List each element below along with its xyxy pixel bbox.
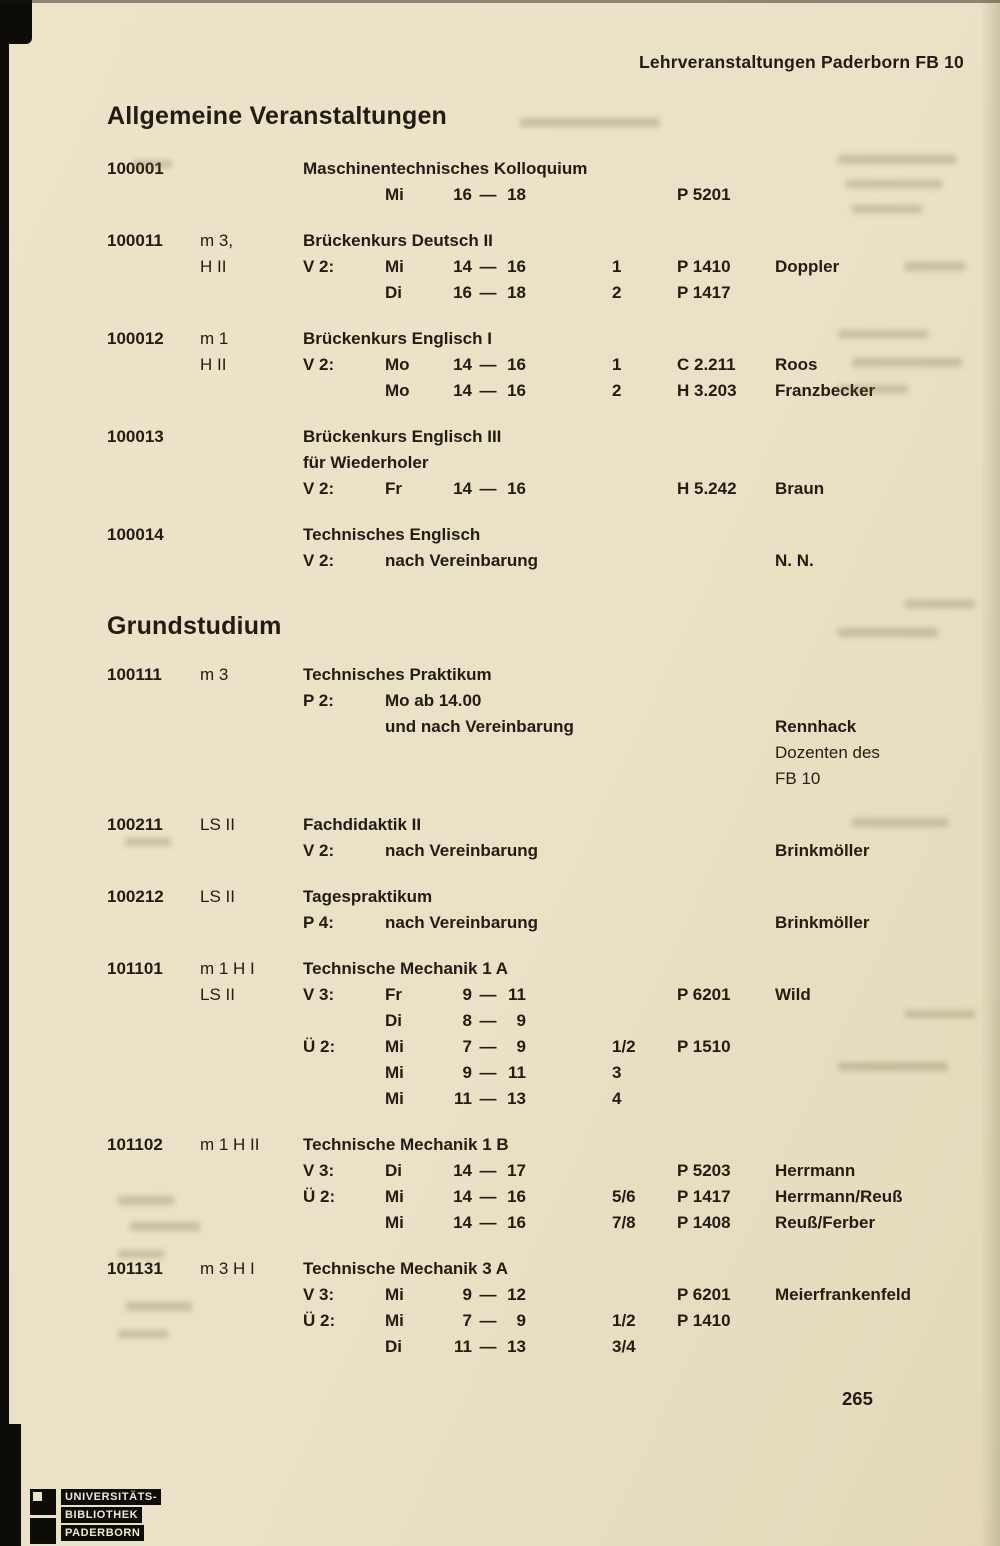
schedule-row — [107, 1184, 975, 1210]
schedule-row — [107, 1158, 975, 1184]
lecturer-name: Brinkmöller — [775, 841, 870, 860]
course-entry — [107, 956, 975, 1112]
schedule-time: 14 — 16 — [453, 479, 526, 498]
schedule-room: P 1410 — [677, 1311, 731, 1330]
course-title: Technisches Englisch — [303, 525, 481, 544]
section-heading: Allgemeine Veranstaltungen — [107, 102, 448, 130]
schedule-time: 8 — 9 — [462, 1011, 526, 1030]
library-logo-icon — [30, 1489, 56, 1544]
schedule-row — [107, 378, 975, 404]
course-id: 100011 — [107, 231, 163, 250]
schedule-day: Mo — [385, 381, 410, 400]
schedule-day: Di — [385, 1337, 402, 1356]
schedule-group: 1 — [612, 355, 622, 374]
schedule-type: P 4: — [303, 913, 334, 932]
schedule-row — [107, 1086, 975, 1112]
schedule-type: Ü 2: — [303, 1187, 336, 1206]
schedule-time: 9 — 12 — [462, 1285, 526, 1304]
schedule-day: Fr — [385, 985, 402, 1004]
schedule-row — [107, 956, 975, 982]
schedule-day: Fr — [385, 479, 402, 498]
schedule-row — [107, 884, 975, 910]
schedule-row — [107, 548, 975, 574]
schedule-room: P 1417 — [677, 283, 731, 302]
schedule-day: Mo — [385, 355, 410, 374]
schedule-type: V 2: — [303, 551, 335, 570]
course-id: 101131 — [107, 1259, 163, 1278]
schedule-row — [107, 424, 975, 450]
course-id: 100012 — [107, 329, 164, 348]
schedule-row — [107, 182, 975, 208]
schedule-time: 14 — 16 — [453, 1213, 526, 1232]
scan-corner-bottom-left — [0, 1424, 21, 1546]
schedule-room: P 1408 — [677, 1213, 731, 1232]
scan-edge-top — [0, 0, 1000, 3]
course-title: Brückenkurs Englisch III — [303, 427, 502, 446]
schedule-time: 14 — 16 — [453, 381, 526, 400]
schedule-type: P 2: — [303, 691, 334, 710]
course-qualifier: m 1 — [200, 329, 229, 348]
course-entry — [107, 1132, 975, 1236]
schedule-row — [107, 688, 975, 714]
schedule-row — [107, 1210, 975, 1236]
schedule-room: P 1410 — [677, 257, 731, 276]
course-qualifier: LS II — [200, 985, 235, 1004]
schedule-row — [107, 1060, 975, 1086]
lecturer-name: Herrmann/Reuß — [775, 1187, 903, 1206]
schedule-time: 14 — 17 — [453, 1161, 526, 1180]
course-qualifier: m 3 — [200, 665, 229, 684]
schedule-day: Mi — [385, 185, 404, 204]
catalog-section — [107, 610, 975, 1360]
schedule-room: P 6201 — [677, 985, 731, 1004]
schedule-time: 9 — 11 — [462, 1063, 526, 1082]
schedule-row — [107, 662, 975, 688]
course-qualifier: H II — [200, 257, 227, 276]
schedule-type: V 2: — [303, 257, 335, 276]
schedule-room: P 1510 — [677, 1037, 731, 1056]
course-id: 100211 — [107, 815, 163, 834]
schedule-group: 1/2 — [612, 1311, 636, 1330]
schedule-day: Mi — [385, 1311, 404, 1330]
schedule-row — [107, 326, 975, 352]
course-qualifier: LS II — [200, 815, 235, 834]
schedule-row — [107, 352, 975, 378]
schedule-row — [107, 766, 975, 792]
schedule-group: 3 — [612, 1063, 622, 1082]
schedule-group: 1/2 — [612, 1037, 636, 1056]
course-qualifier: m 1 H I — [200, 959, 255, 978]
schedule-day: Mi — [385, 1213, 404, 1232]
schedule-row — [107, 1008, 975, 1034]
schedule-row — [107, 982, 975, 1008]
course-qualifier: m 3, — [200, 231, 234, 250]
schedule-group: 7/8 — [612, 1213, 636, 1232]
schedule-day: nach Vereinbarung — [385, 841, 539, 860]
schedule-row — [107, 812, 975, 838]
schedule-type: Ü 2: — [303, 1311, 336, 1330]
schedule-row — [107, 522, 975, 548]
catalog-section — [107, 100, 975, 574]
running-header: Lehrveranstaltungen Paderborn FB 10 — [639, 52, 964, 72]
schedule-row — [107, 228, 975, 254]
scan-corner-top-left — [0, 0, 32, 44]
course-title: für Wiederholer — [303, 453, 429, 472]
course-title: Technische Mechanik 1 B — [303, 1135, 509, 1154]
schedule-day: Mi — [385, 1285, 404, 1304]
course-qualifier: m 3 H I — [200, 1259, 255, 1278]
course-entry — [107, 662, 975, 792]
course-qualifier: LS II — [200, 887, 235, 906]
course-entry — [107, 884, 975, 936]
course-id: 100111 — [107, 665, 162, 684]
course-entry — [107, 156, 975, 208]
schedule-time: 16 — 18 — [453, 283, 526, 302]
schedule-row — [107, 1334, 975, 1360]
schedule-time: 16 — 18 — [453, 185, 526, 204]
course-title: Technische Mechanik 1 A — [303, 959, 509, 978]
schedule-day: Mi — [385, 1037, 404, 1056]
schedule-day: nach Vereinbarung — [385, 913, 539, 932]
course-title: Technisches Praktikum — [303, 665, 492, 684]
schedule-group: 3/4 — [612, 1337, 636, 1356]
schedule-day: Mi — [385, 1063, 404, 1082]
schedule-day: Mo ab 14.00 — [385, 691, 482, 710]
course-qualifier: m 1 H II — [200, 1135, 260, 1154]
schedule-day: nach Vereinbarung — [385, 551, 539, 570]
schedule-type: Ü 2: — [303, 1037, 336, 1056]
schedule-row — [107, 910, 975, 936]
schedule-type: V 3: — [303, 985, 335, 1004]
schedule-room: H 3.203 — [677, 381, 737, 400]
schedule-row — [107, 280, 975, 306]
schedule-room: C 2.211 — [677, 355, 736, 374]
schedule-time: 9 — 11 — [462, 985, 526, 1004]
schedule-time: 7 — 9 — [462, 1311, 526, 1330]
lecturer-name: Doppler — [775, 257, 840, 276]
lecturer-name: Wild — [775, 985, 811, 1004]
schedule-room: H 5.242 — [677, 479, 737, 498]
schedule-row — [107, 1308, 975, 1334]
library-watermark-text — [61, 1489, 161, 1543]
course-id: 100014 — [107, 525, 164, 544]
schedule-room: P 1417 — [677, 1187, 731, 1206]
schedule-room: P 5201 — [677, 185, 731, 204]
course-entry — [107, 1256, 975, 1360]
schedule-row — [107, 254, 975, 280]
schedule-row — [107, 156, 975, 182]
catalog-content — [107, 100, 975, 1380]
schedule-time: 14 — 16 — [453, 257, 526, 276]
course-title: Maschinentechnisches Kolloquium — [303, 159, 588, 178]
page-number: 265 — [842, 1388, 873, 1409]
course-id: 101102 — [107, 1135, 163, 1154]
schedule-day: Di — [385, 1011, 402, 1030]
schedule-row — [107, 1256, 975, 1282]
lecturer-name: Reuß/Ferber — [775, 1213, 876, 1232]
schedule-type: V 3: — [303, 1161, 335, 1180]
schedule-day: Mi — [385, 1187, 404, 1206]
schedule-row — [107, 740, 975, 766]
schedule-row — [107, 450, 975, 476]
schedule-day: Di — [385, 283, 402, 302]
schedule-row — [107, 1034, 975, 1060]
lecturer-name: Brinkmöller — [775, 913, 870, 932]
schedule-group: 2 — [612, 381, 622, 400]
schedule-day: Di — [385, 1161, 402, 1180]
schedule-row — [107, 1132, 975, 1158]
schedule-day: und nach Vereinbarung — [385, 717, 574, 736]
lecturer-name: FB 10 — [775, 769, 821, 788]
course-id: 100013 — [107, 427, 164, 446]
course-qualifier: H II — [200, 355, 227, 374]
schedule-type: V 2: — [303, 479, 335, 498]
course-id: 101101 — [107, 959, 163, 978]
lecturer-name: Meierfrankenfeld — [775, 1285, 912, 1304]
schedule-room: P 5203 — [677, 1161, 731, 1180]
course-title: Brückenkurs Deutsch II — [303, 231, 493, 250]
schedule-row — [107, 714, 975, 740]
watermark-line: PADERBORN — [61, 1525, 144, 1541]
course-title: Technische Mechanik 3 A — [303, 1259, 509, 1278]
schedule-time: 14 — 16 — [453, 1187, 526, 1206]
section-heading: Grundstudium — [107, 612, 282, 640]
lecturer-name: Braun — [775, 479, 825, 498]
schedule-room: P 6201 — [677, 1285, 731, 1304]
schedule-type: V 2: — [303, 841, 335, 860]
schedule-group: 1 — [612, 257, 622, 276]
schedule-group: 5/6 — [612, 1187, 636, 1206]
lecturer-name: Dozenten des — [775, 743, 880, 762]
watermark-line: UNIVERSITÄTS- — [61, 1489, 161, 1505]
course-entry — [107, 424, 975, 502]
lecturer-name: Rennhack — [775, 717, 857, 736]
schedule-row — [107, 476, 975, 502]
course-entry — [107, 326, 975, 404]
schedule-time: 11 — 13 — [454, 1089, 526, 1108]
lecturer-name: N. N. — [775, 551, 814, 570]
lecturer-name: Herrmann — [775, 1161, 856, 1180]
schedule-type: V 3: — [303, 1285, 335, 1304]
course-title: Fachdidaktik II — [303, 815, 422, 834]
course-id: 100001 — [107, 159, 164, 178]
lecturer-name: Franzbecker — [775, 381, 876, 400]
schedule-type: V 2: — [303, 355, 335, 374]
library-watermark — [30, 1489, 161, 1544]
scan-edge-left — [0, 0, 9, 1546]
course-title: Tagespraktikum — [303, 887, 433, 906]
course-entry — [107, 228, 975, 306]
course-entry — [107, 522, 975, 574]
schedule-row — [107, 838, 975, 864]
schedule-time: 11 — 13 — [454, 1337, 526, 1356]
course-id: 100212 — [107, 887, 164, 906]
schedule-time: 7 — 9 — [462, 1037, 526, 1056]
watermark-line: BIBLIOTHEK — [61, 1507, 142, 1523]
schedule-time: 14 — 16 — [453, 355, 526, 374]
lecturer-name: Roos — [775, 355, 818, 374]
schedule-day: Mi — [385, 257, 404, 276]
schedule-row — [107, 1282, 975, 1308]
course-title: Brückenkurs Englisch I — [303, 329, 492, 348]
schedule-group: 2 — [612, 283, 622, 302]
course-entry — [107, 812, 975, 864]
schedule-day: Mi — [385, 1089, 404, 1108]
schedule-group: 4 — [612, 1089, 622, 1108]
